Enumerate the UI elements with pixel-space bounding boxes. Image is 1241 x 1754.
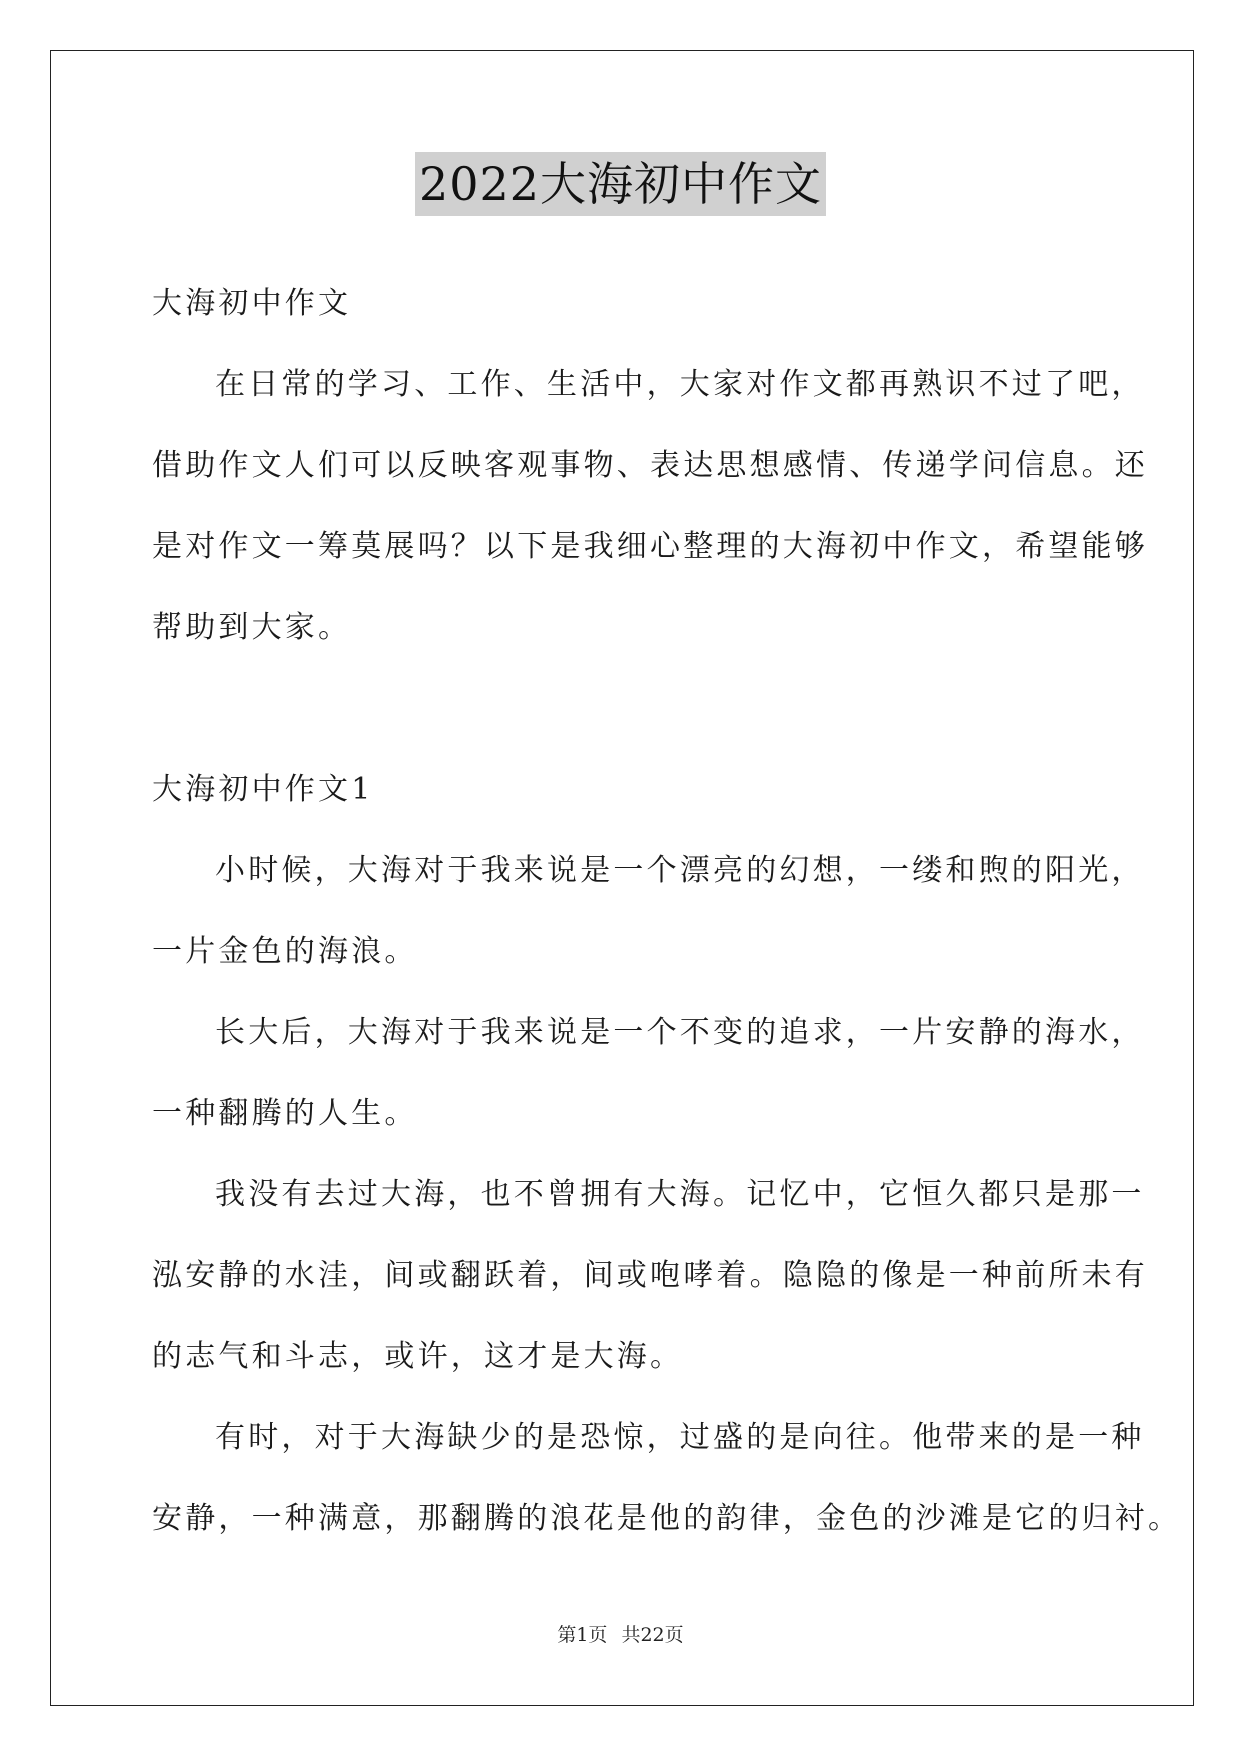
paragraph-line: 有时，对于大海缺少的是恐惊，过盛的是向往。他带来的是一种 [215, 1420, 1145, 1455]
paragraph-line: 的志气和斗志，或许，这才是大海。 [152, 1339, 684, 1374]
page-footer [0, 1620, 1241, 1647]
paragraph-line: 长大后，大海对于我来说是一个不变的追求，一片安静的海水， [215, 1015, 1145, 1050]
paragraph-line: 泓安静的水洼，间或翻跃着，间或咆哮着。隐隐的像是一种前所未有 [152, 1258, 1148, 1293]
section-heading: 大海初中作文1 [152, 772, 374, 807]
page-total: 共22页 [621, 1624, 684, 1646]
page-number: 第1页 [557, 1624, 608, 1646]
blank-line [152, 668, 1102, 749]
paragraph-line: 小时候，大海对于我来说是一个漂亮的幻想，一缕和煦的阳光， [215, 853, 1145, 888]
paragraph-line: 是对作文一筹莫展吗？以下是我细心整理的大海初中作文，希望能够 [152, 529, 1148, 564]
document-body [152, 263, 1182, 1559]
title-container [0, 152, 1241, 216]
document-title: 2022大海初中作文 [415, 152, 826, 216]
paragraph-line: 安静，一种满意，那翻腾的浪花是他的韵律，金色的沙滩是它的归衬。 [152, 1501, 1182, 1536]
section-heading: 大海初中作文 [152, 286, 352, 321]
paragraph-line: 我没有去过大海，也不曾拥有大海。记忆中，它恒久都只是那一 [215, 1177, 1145, 1212]
paragraph-line: 一片金色的海浪。 [152, 934, 418, 969]
paragraph-line: 借助作文人们可以反映客观事物、表达思想感情、传递学问信息。还 [152, 448, 1148, 483]
paragraph-line: 一种翻腾的人生。 [152, 1096, 418, 1131]
paragraph-line: 在日常的学习、工作、生活中，大家对作文都再熟识不过了吧， [215, 367, 1145, 402]
paragraph-line: 帮助到大家。 [152, 610, 352, 645]
